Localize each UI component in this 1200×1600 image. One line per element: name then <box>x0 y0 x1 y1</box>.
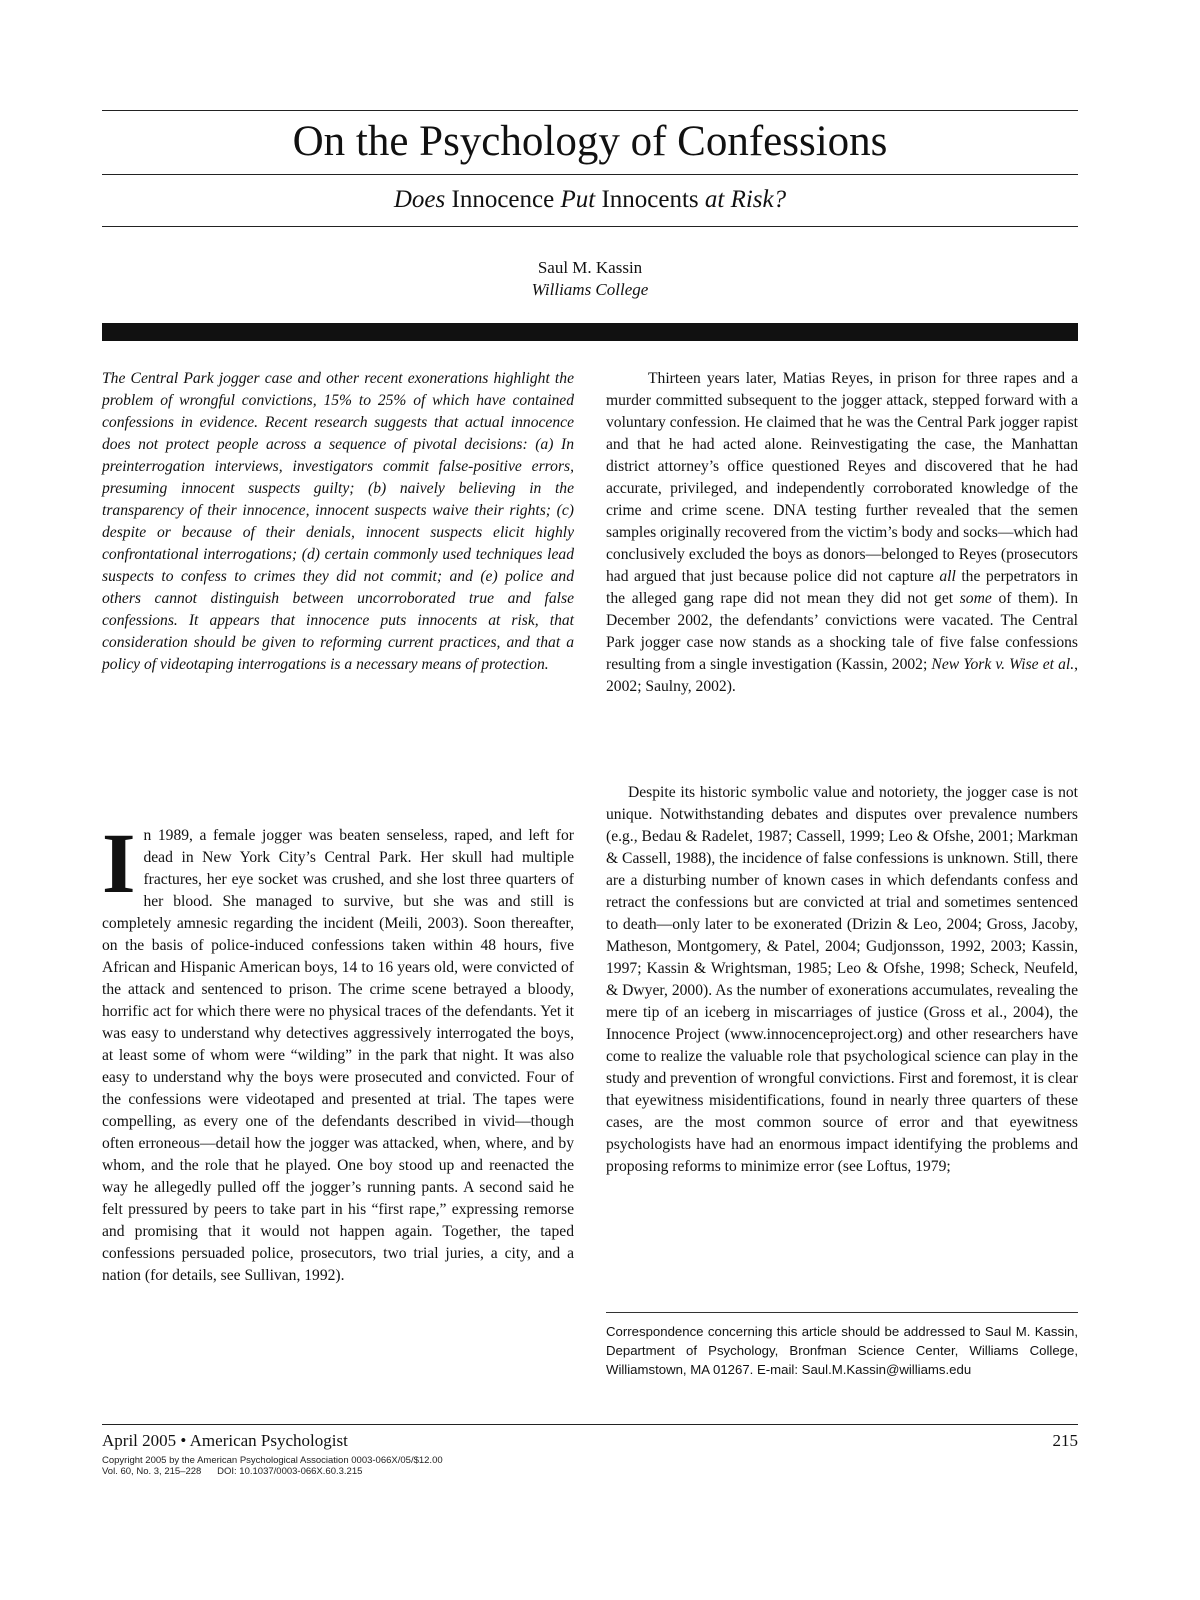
header-bar <box>102 323 1078 341</box>
journal-issue: April 2005 • American Psychologist <box>102 1431 348 1450</box>
author-affiliation: Williams College <box>531 280 649 299</box>
p2-italic-all: all <box>939 568 956 585</box>
body-paragraph-1-text: n 1989, a female jogger was beaten senseless, raped, and left for dead in New York City’s Central Park. Her skull had multiple fractures, her eye socket was crushed, and she lost three quarters of her blood. She managed to survive, but she was and still is completely amnesic regarding the incident (Meili, 2003). Soon thereafter, on the basis of police-induced confessions taken within 48 hours, five African and Hispanic American boys, 14 to 16 years old, were convicted of the attack and sentenced to prison. The crime scene betrayed a bloody, horrific act for which there were no physical traces of the defendants. Yet it was easy to understand why detectives aggressively interrogated the boys, at least some of whom were “wilding” in the park that night. It was also easy to understand why the boys were prosecuted and convicted. Four of the confessions were videotaped and presented at trial. The tapes were compelling, as every one of the defendants described in vivid—though often erroneous—detail how the jogger was attacked, when, where, and by whom, and the role that he played. One boy stood up and reenacted the way he allegedly pulled off the jogger’s running pants. A second said he felt pressured by peers to take part in his “first rape,” expressing remorse and promising that it would not happen again. Together, the taped confessions persuaded police, prosecutors, two trial juries, a city, and a nation (for details, see Sullivan, 1992). <box>102 827 574 1284</box>
subtitle-word-does: Does <box>393 186 446 213</box>
drop-cap: I <box>102 815 136 911</box>
copyright-line-2: Vol. 60, No. 3, 215–228 DOI: 10.1037/0003-066X.60.3.215 <box>102 1466 363 1477</box>
p2-italic-some: some <box>959 590 992 607</box>
p2-text-d: , 2002; Saulny, 2002). <box>606 656 1079 695</box>
copyright-notice <box>102 1455 443 1477</box>
subtitle-word-put: Put <box>560 186 596 213</box>
copyright-line-1: Copyright 2005 by the American Psychological Association 0003-066X/05/$12.00 <box>102 1455 443 1466</box>
body-paragraph-2 <box>606 368 1078 698</box>
footer-rule <box>102 1424 1078 1425</box>
correspondence-footnote: Correspondence concerning this article should be addressed to Saul M. Kassin, Department of Psychology, Bronfman Science Center, Williams College, Williamstown, MA 01267. E-mail: Saul.M.Kassin@williams.edu <box>606 1324 1078 1377</box>
author-name: Saul M. Kassin <box>537 258 643 277</box>
p2-text-c: of them). In December 2002, the defendants’ convictions were vacated. The Central Park jogger case now stands as a shocking tale of five false confessions resulting from a single investigation (Kassin, 2002; <box>606 590 1078 673</box>
footnote-rule <box>606 1312 1078 1313</box>
body-paragraph-3: Despite its historic symbolic value and notoriety, the jogger case is not unique. Notwithstanding debates and disputes over prevalence numbers (e.g., Bedau & Radelet, 1987; Cassell, 1999; Leo & Ofshe, 2001; Markman & Cassell, 1988), the incidence of false confessions is unknown. Still, there are a disturbing number of known cases in which defendants confess and retract the confessions but are convicted at trial and sometimes sentenced to death—only later to be exonerated (Drizin & Leo, 2004; Gross, Jacoby, Matheson, Montgomery, & Patel, 2004; Gudjonsson, 1992, 2003; Kassin, 1997; Kassin & Wrightsman, 1985; Leo & Ofshe, 1998; Scheck, Neufeld, & Dwyer, 2000). As the number of exonerations accumulates, revealing the mere tip of an iceberg in miscarriages of justice (Gross et al., 2004), the Innocence Project (www.innocenceproject.org) and other researchers have come to realize the valuable role that psychological science can play in the study and prevention of wrongful convictions. First and foremost, it is clear that eyewitness misidentifications, found in nearly three quarters of these cases, are the most common source of error and that eyewitness psychologists have had an enormous impact identifying the problems and proposing reforms to minimize error (see Loftus, 1979; <box>606 784 1078 1175</box>
abstract: The Central Park jogger case and other recent exonerations highlight the problem of wrongful convictions, 15% to 25% of which have contained confessions in evidence. Recent research suggests that actual innocence does not protect people across a sequence of pivotal decisions: (a) In preinterrogation interviews, investigators commit false-positive errors, presuming innocent suspects guilty; (b) naively believing in the transparency of their innocence, innocent suspects waive their rights; (c) despite or because of their denials, innocent suspects elicit highly confrontational interrogations; (d) certain commonly used techniques lead suspects to confess to crimes they did not commit; and (e) police and others cannot distinguish between uncorroborated true and false confessions. It appears that innocence puts innocents at risk, that consideration should be given to reforming current practices, and that a policy of videotaping interrogations is a necessary means of protection. <box>102 370 574 673</box>
article-subtitle <box>102 180 1078 220</box>
page-number: 215 <box>1052 1431 1078 1450</box>
article-title: On the Psychology of Confessions <box>292 118 888 165</box>
p2-text-b: the perpetrators in the alleged gang rape did not mean they did not get <box>606 568 1079 607</box>
body-paragraph-1 <box>102 815 574 1287</box>
subtitle-word-innocence: Innocence <box>445 186 561 213</box>
top-rule <box>102 110 1078 111</box>
subtitle-rule <box>102 226 1078 227</box>
subtitle-word-innocents: Innocents <box>595 186 705 213</box>
subtitle-word-at-risk: at Risk? <box>704 186 787 213</box>
p2-italic-case: New York v. Wise et al. <box>931 656 1075 673</box>
title-rule <box>102 174 1078 175</box>
p2-text-a: Thirteen years later, Matias Reyes, in prison for three rapes and a murder committed subsequent to the jogger attack, stepped forward with a voluntary confession. He claimed that he was the Central Park jogger rapist and that he had acted alone. Reinvestigating the case, the Manhattan district attorney’s office questioned Reyes and discovered that he had accurate, privileged, and independently corroborated knowledge of the crime and crime scene. DNA testing further revealed that the semen samples originally recovered from the victim’s body and socks—which had conclusively excluded the boys as donors—belonged to Reyes (prosecutors had argued that just because police did not capture <box>606 370 1078 585</box>
